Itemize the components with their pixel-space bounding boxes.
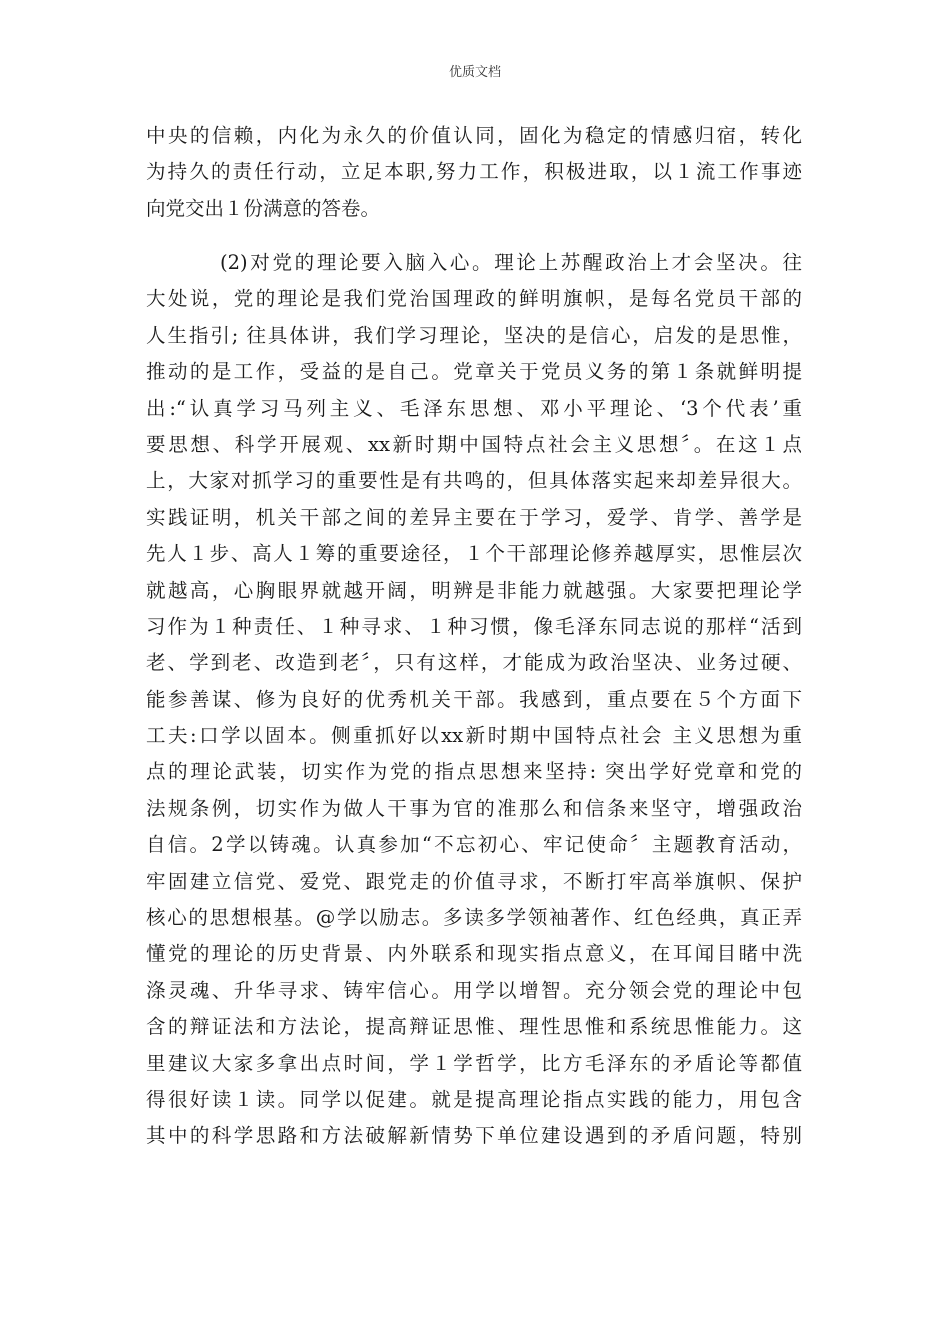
text-line: 核心的思想根基。@学以励志。多读多学领袖著作、红色经典，真正弄 xyxy=(146,906,802,930)
text-line: 点的理论武装，切实作为党的指点思想来坚持: 突出学好党章和党的 xyxy=(146,760,802,784)
text-line: 人生指引; 往具体讲，我们学习理论，坚决的是信心，启发的是思惟， xyxy=(146,323,802,347)
page-header: 优质文档 xyxy=(448,65,501,80)
text-line: 中央的信赖，内化为永久的价值认同，固化为稳定的情感归宿，转化 xyxy=(146,124,802,147)
text-line: 实践证明，机关干部之间的差异主要在于学习，爱学、肯学、善学是 xyxy=(146,505,802,529)
text-line: 能参善谋、修为良好的优秀机关干部。我感到，重点要在５个方面下 xyxy=(146,687,802,711)
text-line: 推动的是工作，受益的是自己。党章关于党员义务的第１条就鲜明提 xyxy=(146,360,802,384)
text-line: 自信。2学以铸魂。认真参加“不忘初心、牢记使命〞主题教育活动， xyxy=(146,833,802,857)
text-line: 涤灵魂、升华寻求、铸牢信心。用学以增智。充分领会党的理论中包 xyxy=(146,978,802,1002)
text-line: 其中的科学思路和方法破解新情势下单位建设遇到的矛盾问题，特别 xyxy=(146,1124,802,1148)
text-line: 老、学到老、改造到老〞，只有这样，才能成为政治坚决、业务过硬、 xyxy=(146,651,802,675)
text-line: 出:“认真学习马列主义、毛泽东思想、邓小平理论、‘3个代表’重 xyxy=(146,396,802,420)
text-line: 上，大家对抓学习的重要性是有共鸣的，但具体落实起来却差异很大。 xyxy=(146,469,802,493)
paragraph-1 xyxy=(146,118,802,227)
text-line: 懂党的理论的历史背景、内外联系和现实指点意义，在耳闻目睹中洗 xyxy=(146,942,802,966)
text-line: 习作为１种责任、１种寻求、１种习惯，像毛泽东同志说的那样“活到 xyxy=(146,614,802,638)
paragraph-2 xyxy=(146,245,802,1155)
text-line: 为持久的责任行动，立足本职,努力工作，积极进取，以１流工作事迹 xyxy=(146,160,802,184)
text-line: 牢固建立信党、爱党、跟党走的价值寻求，不断打牢高举旗帜、保护 xyxy=(146,869,802,893)
text-line: 大处说，党的理论是我们党治国理政的鲜明旗帜，是每名党员干部的 xyxy=(146,287,802,311)
text-line: 就越高，心胸眼界就越开阔，明辨是非能力就越强。大家要把理论学 xyxy=(146,578,802,602)
text-line: 含的辩证法和方法论，提高辩证思惟、理性思惟和系统思惟能力。这 xyxy=(146,1015,802,1039)
text-line: 里建议大家多拿出点时间，学１学哲学，比方毛泽东的矛盾论等都值 xyxy=(146,1051,802,1075)
text-line: 先人１步、高人１筹的重要途径，１个干部理论修养越厚实，思惟层次 xyxy=(146,542,802,566)
text-line: 要思想、科学开展观、xx新时期中国特点社会主义思想〞。在这１点 xyxy=(146,432,802,456)
text-line: 向党交出１份满意的答卷。 xyxy=(146,196,381,220)
text-line: 工夫:口学以固本。侧重抓好以xx新时期中国特点社会 主义思想为重 xyxy=(146,724,802,748)
text-line: 法规条例，切实作为做人干事为官的准那么和信条来坚守，增强政治 xyxy=(146,796,802,820)
text-line: (2)对党的理论要入脑入心。理论上苏醒政治上才会坚决。往 xyxy=(220,251,802,274)
text-line: 得很好读１读。同学以促建。就是提高理论指点实践的能力，用包含 xyxy=(146,1087,802,1111)
